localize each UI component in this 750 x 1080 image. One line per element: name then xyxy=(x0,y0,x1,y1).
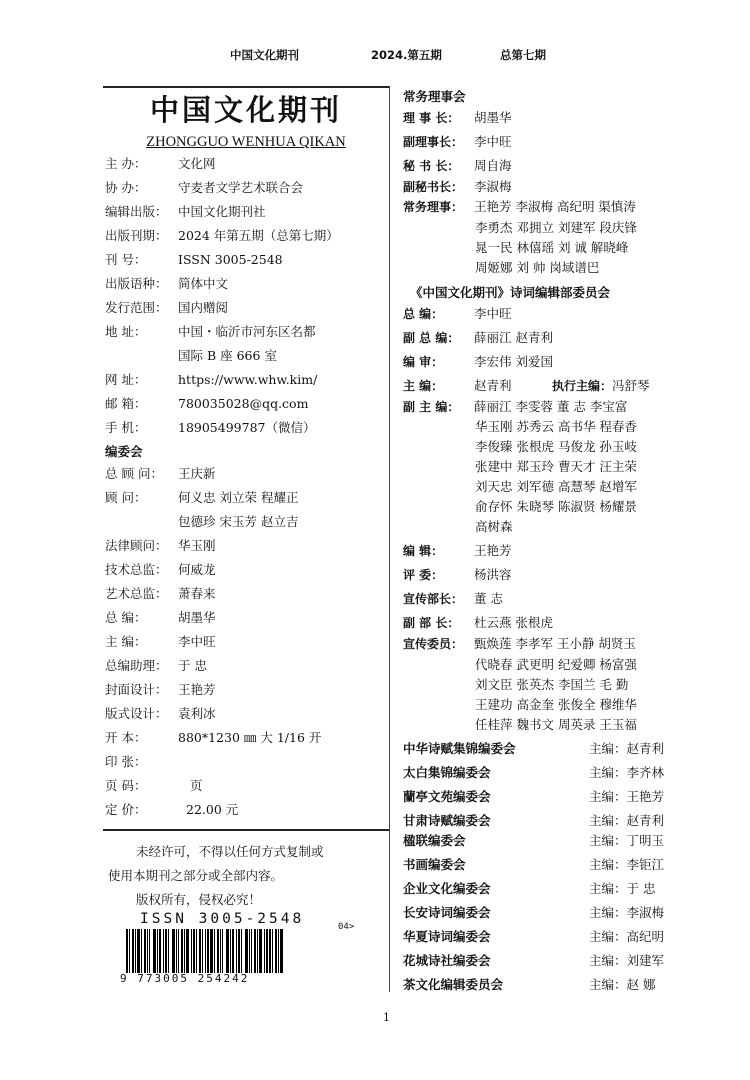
info-label: 手 机： xyxy=(105,420,147,435)
notice-line: 未经许可，不得以任何方式复制或 xyxy=(136,844,324,859)
editorial-heading: 编委会 xyxy=(105,444,143,459)
editorial-value: 880*1230 ㎜ 大 1/16 开 xyxy=(178,730,322,745)
info-value: 简体中文 xyxy=(178,276,229,291)
info-row xyxy=(105,178,303,198)
notice-top-rule xyxy=(103,829,389,831)
info-label: 编辑出版： xyxy=(105,204,168,219)
poetry-label: 副 主 编： xyxy=(403,400,460,414)
info-row xyxy=(105,298,228,318)
address-continuation: 国际 B 座 666 室 xyxy=(178,348,277,363)
publicity-line: 任桂萍 魏书文 周英录 王玉福 xyxy=(475,717,637,732)
info-value: 文化网 xyxy=(178,156,216,171)
notice-line: 使用本期刊之部分或全部内容。 xyxy=(108,868,284,883)
info-row xyxy=(105,322,316,342)
council-value: 王艳芳 李淑梅 高纪明 渠慎涛 xyxy=(474,199,636,214)
deputy-line: 张建中 郑玉玲 曹天才 汪主荣 xyxy=(475,459,637,474)
barcode-addon: 04> xyxy=(338,922,355,932)
editorial-label: 艺术总监： xyxy=(105,586,168,601)
column-divider xyxy=(389,86,390,992)
committee-name: 中华诗赋集锦编委会 xyxy=(403,741,516,756)
deputy-line: 俞存怀 朱晓琴 陈淑贤 杨耀景 xyxy=(475,499,637,514)
deputy-line: 华玉刚 苏秀云 高书华 程春香 xyxy=(475,419,637,434)
committee-name: 书画编委会 xyxy=(403,857,466,872)
council-members-line: 晁一民 林僖瑶 刘 诚 解晓峰 xyxy=(475,240,629,255)
poetry-row xyxy=(403,397,627,417)
poetry-row xyxy=(403,589,503,609)
info-value: 中国文化期刊社 xyxy=(178,204,266,219)
editorial-value: 何义忠 刘立荣 程耀正 xyxy=(178,490,299,505)
info-label: 地 址： xyxy=(105,324,147,339)
committee-head: 主编：赵 娜 xyxy=(589,977,656,992)
deputy-line: 高树森 xyxy=(475,519,513,534)
info-row xyxy=(105,226,339,246)
committee-head: 主编：王艳芳 xyxy=(589,789,665,804)
poetry-value: 杜云燕 张根虎 xyxy=(474,615,553,630)
advisors-continuation: 包德珍 宋玉芳 赵立吉 xyxy=(178,514,299,529)
info-value: ISSN 3005-2548 xyxy=(178,252,283,267)
info-row xyxy=(105,274,228,294)
poetry-chief-row xyxy=(403,376,650,396)
poetry-label: 副 总 编： xyxy=(403,331,460,345)
notice-line: 版权所有，侵权必究！ xyxy=(136,892,262,907)
poetry-value: 李中旺 xyxy=(474,306,512,321)
committee-name: 甘肃诗赋编委会 xyxy=(403,813,491,828)
copyright-notice xyxy=(108,840,378,912)
editorial-row xyxy=(105,776,203,796)
poetry-label: 评 委： xyxy=(403,568,444,582)
editorial-label: 法律顾问： xyxy=(105,538,168,553)
committee-head: 主编：李钜江 xyxy=(589,857,665,872)
editorial-value: 何威龙 xyxy=(178,562,216,577)
committee-head: 主编：赵青利 xyxy=(589,813,665,828)
deputy-line: 李俊臻 张根虎 马俊龙 孙玉岐 xyxy=(475,439,637,454)
poetry-value: 薛丽江 赵青利 xyxy=(474,330,553,345)
header-journal: 中国文化期刊 xyxy=(230,48,299,62)
council-row xyxy=(403,132,512,152)
committee-head: 主编：李齐林 xyxy=(589,765,665,780)
committee-head: 主编：高纪明 xyxy=(589,929,665,944)
publicity-line: 刘文臣 张英杰 李国兰 毛 勤 xyxy=(475,677,629,692)
editorial-label: 主 编： xyxy=(105,634,147,649)
editorial-value: 李中旺 xyxy=(178,634,216,649)
committee-name: 茶文化编辑委员会 xyxy=(403,977,504,992)
poetry-label: 副 部 长： xyxy=(403,616,460,630)
info-value: 守麦者文学艺术联合会 xyxy=(178,180,304,195)
info-value: 中国・临沂市河东区名都 xyxy=(178,324,316,339)
poetry-label: 主 编： xyxy=(403,379,444,393)
poetry-label: 宣传委员： xyxy=(403,637,464,651)
committee-name: 蘭亭文苑编委会 xyxy=(403,789,491,804)
poetry-value: 杨洪容 xyxy=(474,567,512,582)
info-row-email xyxy=(105,394,308,414)
info-value: 18905499787（微信） xyxy=(178,420,316,435)
council-row xyxy=(403,197,636,217)
poetry-label: 编 审： xyxy=(403,355,444,369)
deputy-line: 刘天忠 刘军德 高慧琴 赵增军 xyxy=(475,479,637,494)
council-label: 理 事 长： xyxy=(403,111,460,125)
committee-name: 太白集锦编委会 xyxy=(403,765,491,780)
standing-council-heading: 常务理事会 xyxy=(403,89,466,104)
poetry-row xyxy=(403,328,553,348)
editorial-label: 总 编： xyxy=(105,610,147,625)
info-label: 刊 号： xyxy=(105,252,147,267)
header-total: 总第七期 xyxy=(500,48,546,62)
info-label: 出版刊期： xyxy=(105,228,168,243)
publicity-line: 王建功 高金奎 张俊全 穆维华 xyxy=(475,697,637,712)
page-number: 1 xyxy=(383,1011,390,1024)
editorial-row xyxy=(105,632,216,652)
council-value: 胡墨华 xyxy=(474,110,512,125)
poetry-value: 王艳芳 xyxy=(474,543,512,558)
committee-name: 楹联编委会 xyxy=(403,833,466,848)
council-row xyxy=(403,156,512,176)
council-value: 李中旺 xyxy=(474,134,512,149)
info-row-website xyxy=(105,370,317,390)
poetry-board-heading: 《中国文化期刊》诗词编辑部委员会 xyxy=(410,285,611,300)
editorial-value: 华玉刚 xyxy=(178,538,216,553)
editorial-value: 于 忠 xyxy=(178,658,207,673)
editorial-label: 技术总监： xyxy=(105,562,168,577)
info-label: 出版语种： xyxy=(105,276,168,291)
editorial-label: 版式设计： xyxy=(105,706,168,721)
editorial-label: 顾 问： xyxy=(105,490,147,505)
editorial-row xyxy=(105,656,207,676)
editorial-label: 总 顾 问： xyxy=(105,466,163,481)
committee-name: 企业文化编委会 xyxy=(403,881,491,896)
poetry-row xyxy=(403,634,636,654)
editorial-row xyxy=(105,584,216,604)
poetry-value: 薛丽江 李雯蓉 董 志 李宝富 xyxy=(474,399,628,414)
poetry-row xyxy=(403,304,512,324)
editorial-row xyxy=(105,536,216,556)
info-label: 网 址： xyxy=(105,372,147,387)
editorial-row xyxy=(105,680,216,700)
info-label: 协 办： xyxy=(105,180,147,195)
editorial-value: 22.00 元 xyxy=(186,802,239,817)
info-row xyxy=(105,250,283,270)
editorial-label: 总编助理： xyxy=(105,658,168,673)
council-row xyxy=(403,108,512,128)
exec-editor-value: 冯舒琴 xyxy=(612,378,650,393)
poetry-value: 甄焕莲 李孝军 王小静 胡贤玉 xyxy=(474,636,636,651)
info-label: 主 办： xyxy=(105,156,147,171)
editorial-value: 萧春来 xyxy=(178,586,216,601)
editorial-label: 印 张： xyxy=(105,754,147,769)
committee-head: 主编：丁明玉 xyxy=(589,833,665,848)
committee-name: 花城诗社编委会 xyxy=(403,953,491,968)
barcode-issn-text: ISSN 3005-2548 xyxy=(140,911,305,927)
website-link[interactable]: https://www.whw.kim/ xyxy=(178,372,318,387)
header-issue: 2024.第五期 xyxy=(371,48,442,62)
editorial-row xyxy=(105,800,238,820)
poetry-label: 宣传部长： xyxy=(403,592,464,606)
info-value: 国内赠阅 xyxy=(178,300,229,315)
council-row xyxy=(403,177,512,197)
council-label: 秘 书 长： xyxy=(403,159,460,173)
poetry-value: 李宏伟 刘爱国 xyxy=(474,354,553,369)
council-label: 副理事长： xyxy=(403,135,464,149)
editorial-row xyxy=(105,488,298,508)
council-label: 常务理事： xyxy=(403,200,464,214)
editorial-label: 定 价： xyxy=(105,802,147,817)
committee-head: 主编：李淑梅 xyxy=(589,905,665,920)
exec-editor-label: 执行主编： xyxy=(552,379,613,393)
info-label: 邮 箱： xyxy=(105,396,147,411)
editorial-row xyxy=(105,752,178,772)
issn-barcode xyxy=(120,911,360,987)
info-row xyxy=(105,418,315,438)
editorial-row xyxy=(105,728,321,748)
editorial-value: 胡墨华 xyxy=(178,610,216,625)
masthead-title: 中国文化期刊 xyxy=(149,93,342,127)
masthead-title-en: ZHONGGUO WENHUA QIKAN xyxy=(146,134,346,150)
poetry-label: 编 辑： xyxy=(403,544,444,558)
council-value: 周自海 xyxy=(474,158,512,173)
editorial-row xyxy=(105,464,216,484)
poetry-value: 赵青利 xyxy=(474,378,512,393)
poetry-row xyxy=(403,352,553,372)
barcode-digits: 9 773005 254242 xyxy=(120,972,250,985)
email-link[interactable]: 780035028@qq.com xyxy=(178,396,309,411)
poetry-label: 总 编： xyxy=(403,307,444,321)
editorial-value: 袁利冰 xyxy=(178,706,216,721)
editorial-value: 页 xyxy=(190,778,203,793)
poetry-row xyxy=(403,613,553,633)
council-members-line: 李勇杰 邓拥立 刘建军 段庆锋 xyxy=(475,220,637,235)
info-value: 2024 年第五期（总第七期） xyxy=(178,228,339,243)
council-label: 副秘书长： xyxy=(403,180,464,194)
editorial-value: 王庆新 xyxy=(178,466,216,481)
committee-head: 主编：于 忠 xyxy=(589,881,656,896)
committee-head: 主编：赵青利 xyxy=(589,741,665,756)
publicity-line: 代晓春 武更明 纪爱卿 杨富强 xyxy=(475,657,637,672)
editorial-row xyxy=(105,608,216,628)
editorial-label: 开 本： xyxy=(105,730,147,745)
committee-name: 长安诗词编委会 xyxy=(403,905,491,920)
poetry-value: 董 志 xyxy=(474,591,503,606)
editorial-label: 页 码： xyxy=(105,778,147,793)
editorial-value: 王艳芳 xyxy=(178,682,216,697)
poetry-row xyxy=(403,565,512,585)
info-row xyxy=(105,202,266,222)
info-label: 发行范围： xyxy=(105,300,168,315)
council-value: 李淑梅 xyxy=(474,179,512,194)
committee-name: 华夏诗词编委会 xyxy=(403,929,491,944)
editorial-row xyxy=(105,704,216,724)
editorial-label: 封面设计： xyxy=(105,682,168,697)
barcode-bars xyxy=(126,929,352,973)
editorial-row xyxy=(105,560,216,580)
council-members-line: 周姬娜 刘 帅 岗域谱巴 xyxy=(475,260,600,275)
info-row xyxy=(105,154,216,174)
committee-head: 主编：刘建军 xyxy=(589,953,665,968)
poetry-row xyxy=(403,541,512,561)
